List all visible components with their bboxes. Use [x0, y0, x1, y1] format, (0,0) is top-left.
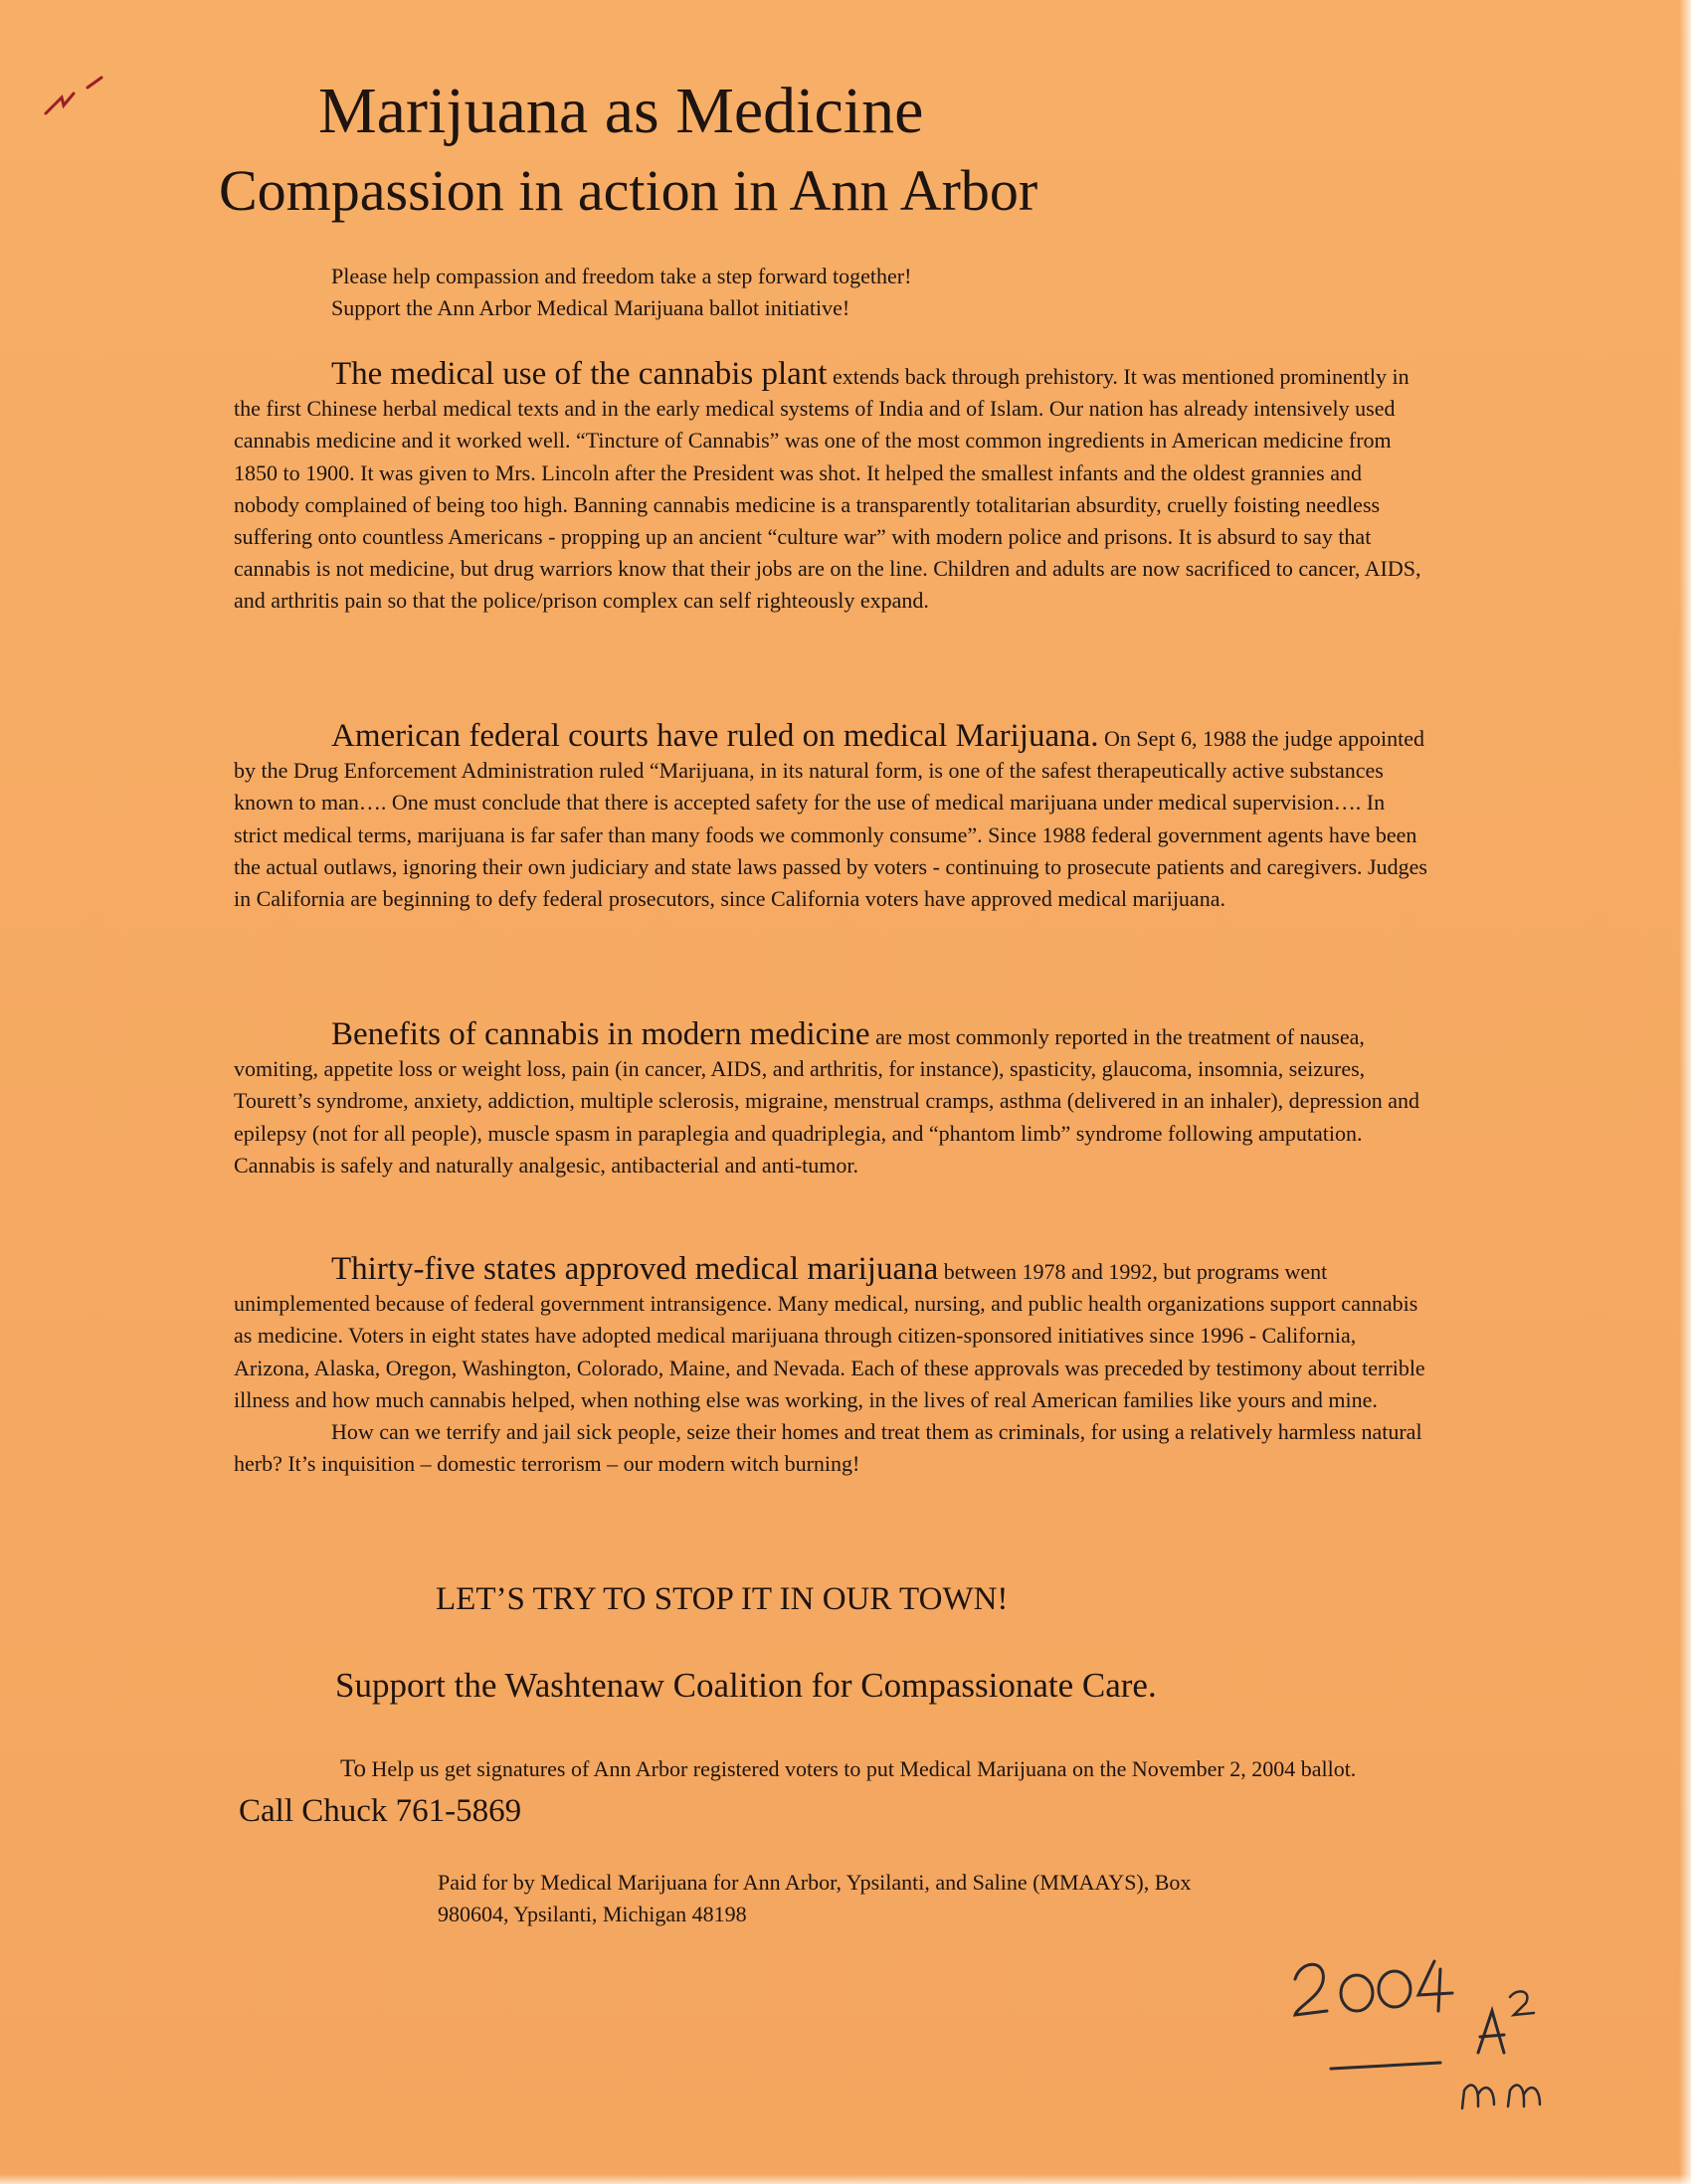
- call-to-action-text: [239, 1748, 1393, 1835]
- paragraph-text: [234, 358, 1427, 618]
- red-pen-mark: [40, 66, 109, 125]
- phone-contact: Call Chuck 761-5869: [239, 1793, 522, 1829]
- slogan: LET’S TRY TO STOP IT IN OUR TOWN!: [436, 1581, 1009, 1617]
- paragraph-body: between 1978 and 1992, but programs went unimplemented because of federal government intransigence. Many medical, nursing, and public health organizations support cannabis as medicine. Voters in eight states have adopted medical marijuana through citizen-sponsored initiatives since 1996 - California, Arizona, Alaska, Oregon, Washington, Colorado, Maine, and Nevada. Each of these approvals was preceded by testimony about terrible illness and how much cannabis helped, when nothing else was working, in the lives of real American families like yours and mine.: [234, 1259, 1425, 1412]
- call-to-action: [239, 1748, 1393, 1835]
- intro-block: [331, 261, 1226, 324]
- paragraph-history: [234, 358, 1427, 618]
- intro-line: Please help compassion and freedom take a step forward together!: [331, 264, 912, 288]
- disclaimer-line: Paid for by Medical Marijuana for Ann Arbor, Ypsilanti, and Saline (MMAAYS), Box: [438, 1870, 1192, 1895]
- paragraph-text: [234, 720, 1427, 915]
- handwritten-archive-note: [1283, 1949, 1582, 2128]
- flyer-subtitle: Compassion in action in Ann Arbor: [219, 158, 1038, 223]
- disclaimer-line: 980604, Ypsilanti, Michigan 48198: [438, 1902, 747, 1926]
- paragraph-lead: The medical use of the cannabis plant: [331, 356, 828, 392]
- paragraph-lead: Thirty-five states approved medical marijuana: [331, 1251, 939, 1287]
- paragraph-benefits: [234, 1018, 1427, 1182]
- call-to-action-body: Help us get signatures of Ann Arbor registered voters to put Medical Marijuana on the November 2, 2004 ballot.: [366, 1756, 1357, 1781]
- paragraph-body: extends back through prehistory. It was mentioned prominently in the first Chinese herbal medical texts and in the early medical systems of India and of Islam. Our nation has already intensively used cannabis medicine and it worked well. “Tincture of Cannabis” was one of the most common ingredients in American medicine from 1850 to 1900. It was given to Mrs. Lincoln after the President was shot. It helped the smallest infants and the oldest grannies and nobody complained of being too high. Banning cannabis medicine is a transparently totalitarian absurdity, cruelly foisting needless suffering onto countless Americans - propping up an ancient “culture war” with modern police and prisons. It is absurd to say that cannabis is not medicine, but drug warriors know that their jobs are on the line. Children and adults are now sacrificed to cancer, AIDS, and arthritis pain so that the police/prison complex can self righteously expand.: [234, 364, 1421, 614]
- paragraph-states: [234, 1253, 1427, 1480]
- scan-edge-right: [1679, 0, 1691, 2184]
- paragraph-lead: Benefits of cannabis in modern medicine: [331, 1016, 870, 1052]
- support-line: Support the Washtenaw Coalition for Compassionate Care.: [335, 1666, 1157, 1705]
- paid-for-disclaimer: [438, 1867, 1412, 1930]
- flyer-title: Marijuana as Medicine: [318, 75, 924, 147]
- intro-line: Support the Ann Arbor Medical Marijuana ballot initiative!: [331, 295, 850, 320]
- paragraph-text: [234, 1253, 1427, 1416]
- paragraph-text: [234, 1018, 1427, 1182]
- call-to-action-to: To: [340, 1755, 367, 1782]
- scan-edge-bottom: [0, 2174, 1691, 2184]
- paragraph-courts: [234, 720, 1427, 915]
- paragraph-body: are most commonly reported in the treatment of nausea, vomiting, appetite loss or weight loss, pain (in cancer, AIDS, and arthritis, for instance), spasticity, glaucoma, insomnia, seizures, Tourett’s syndrome, anxiety, addiction, multiple sclerosis, migraine, menstrual cramps, asthma (delivered in an inhaler), depression and epilepsy (not for all people), muscle spasm in paraplegia and quadriplegia, and “phantom limb” syndrome following amputation. Cannabis is safely and naturally analgesic, antibacterial and anti-tumor.: [234, 1024, 1420, 1178]
- paragraph-body: On Sept 6, 1988 the judge appointed by the Drug Enforcement Administration ruled “Marijuana, in its natural form, is one of the safest therapeutically active substances known to man…. One must conclude that there is accepted safety for the use of medical marijuana under medical supervision…. In strict medical terms, marijuana is far safer than many foods we commonly consume”. Since 1988 federal government agents have been the actual outlaws, ignoring their own judiciary and state laws passed by voters - continuing to prosecute patients and caregivers. Judges in California are beginning to defy federal prosecutors, since California voters have approved medical marijuana.: [234, 726, 1427, 912]
- paragraph-lead: American federal courts have ruled on medical Marijuana.: [331, 718, 1099, 754]
- closing-paragraph: How can we terrify and jail sick people, seize their homes and treat them as criminals, for using a relatively harmless natural herb? It’s inquisition – domestic terrorism – our modern witch burning!: [234, 1419, 1422, 1477]
